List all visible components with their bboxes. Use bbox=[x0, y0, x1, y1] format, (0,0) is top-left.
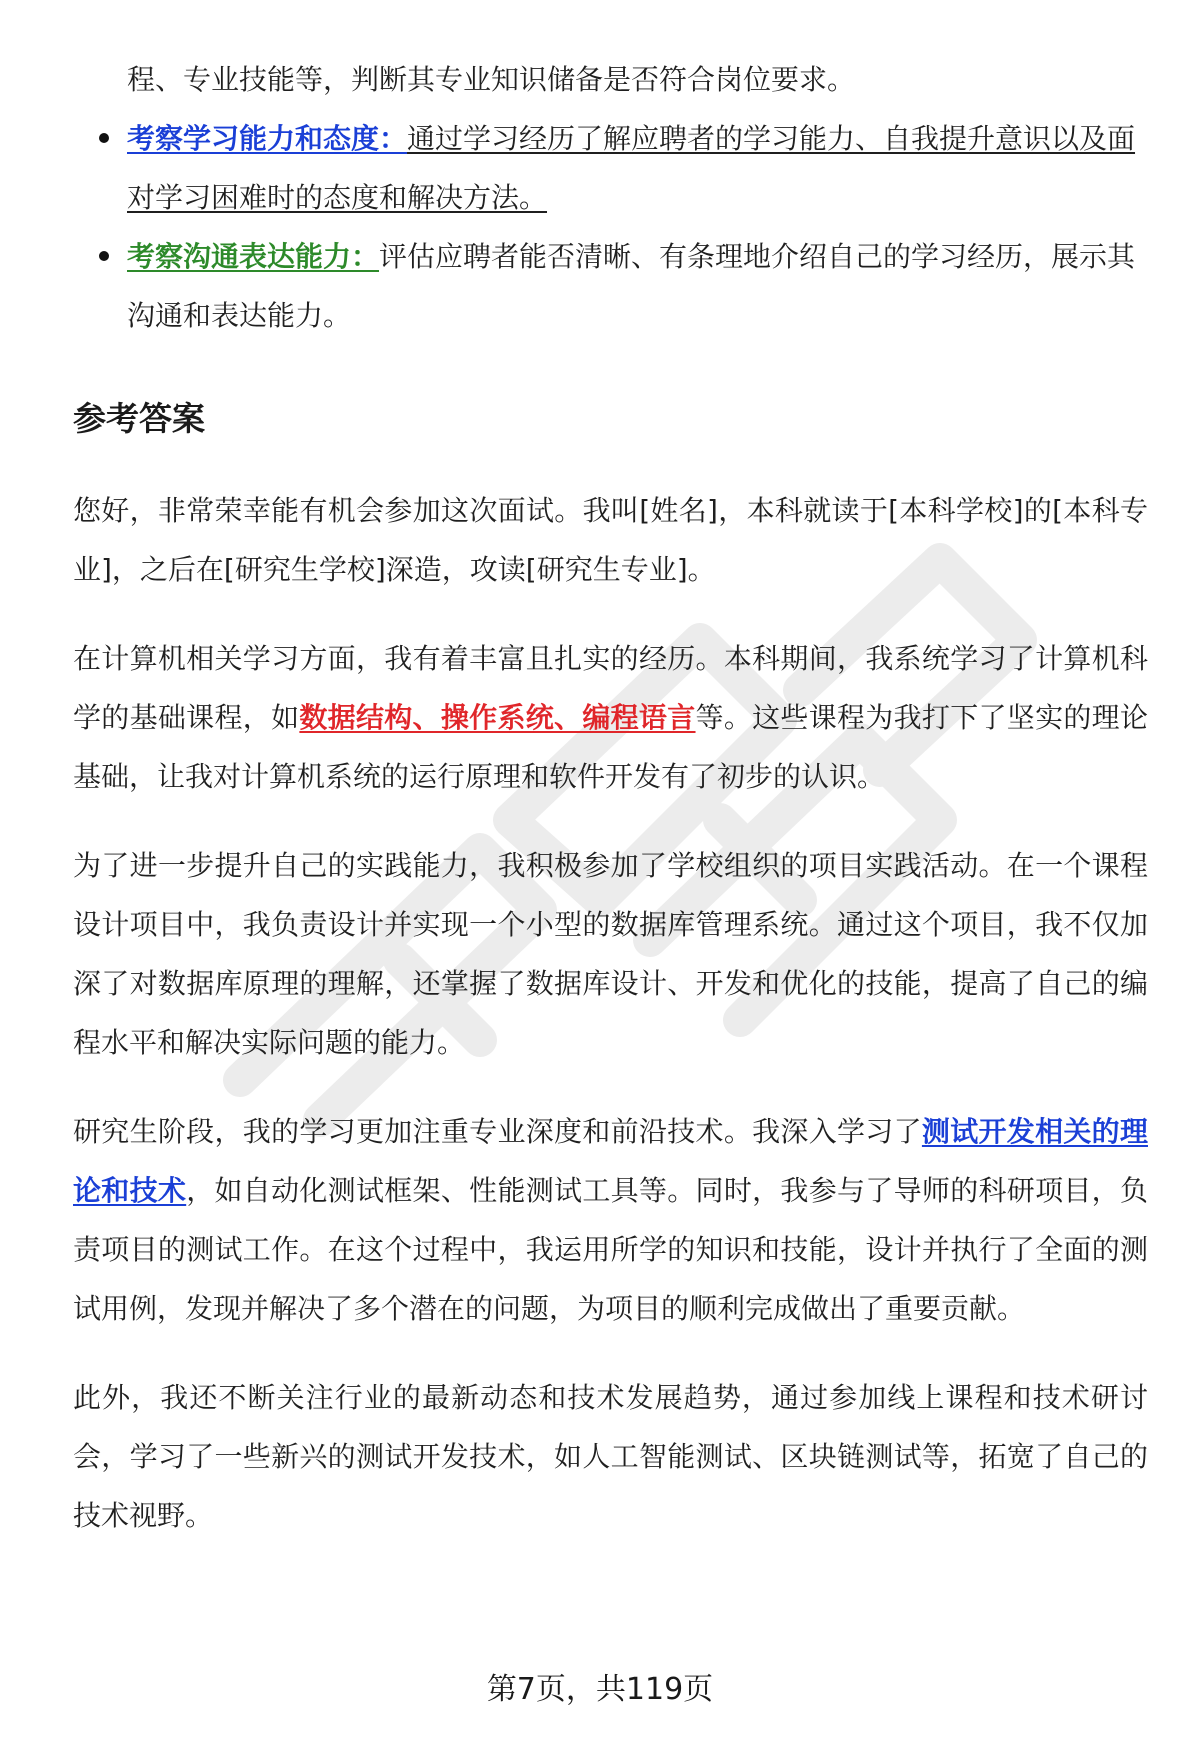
bullet-item-learning-ability bbox=[73, 109, 1148, 227]
paragraph-project-practice: 为了进一步提升自己的实践能力，我积极参加了学校组织的项目实践活动。在一个课程设计项目中，我负责设计并实现一个小型的数据库管理系统。通过这个项目，我不仅加深了对数据库原理的理解，还掌握了数据库设计、开发和优化的技能，提高了自己的编程水平和解决实际问题的能力。 bbox=[73, 849, 1148, 1059]
paragraph-industry-trends: 此外，我还不断关注行业的最新动态和技术发展趋势，通过参加线上课程和技术研讨会，学习了一些新兴的测试开发技术，如人工智能测试、区块链测试等，拓宽了自己的技术视野。 bbox=[73, 1381, 1148, 1532]
paragraph-text-before: 在计算机相关学习方面，我有着丰富且扎实的经历。本科期间，我系统学习了计算机科学的基础课程，如 bbox=[73, 642, 1148, 734]
bullet-dot-icon bbox=[99, 133, 109, 143]
paragraph-graduate-study bbox=[73, 1102, 1148, 1338]
bullet-dot-icon bbox=[99, 251, 109, 261]
section-heading-reference-answer: 参考答案 bbox=[73, 399, 205, 438]
page-number-footer: 第7页，共119页 bbox=[486, 1672, 714, 1707]
bullet-text-communication: 评估应聘者能否清晰、有条理地介绍自己的学习经历，展示其沟通和表达能力。 bbox=[127, 240, 1136, 332]
bullet-keyword-learning: 考察学习能力和态度： bbox=[127, 122, 408, 155]
highlight-testing-theory: 测试开发相关的理论和技术 bbox=[73, 1115, 1148, 1207]
bullet-keyword-communication: 考察沟通表达能力： bbox=[127, 240, 380, 273]
bullet-item-communication bbox=[73, 227, 1148, 345]
bullet-text-learning: 通过学习经历了解应聘者的学习能力、自我提升意识以及面对学习困难时的态度和解决方法。 bbox=[127, 122, 1136, 214]
document-content bbox=[73, 50, 1148, 1545]
paragraph-undergrad-courses bbox=[73, 629, 1148, 806]
highlight-core-courses: 数据结构、操作系统、编程语言 bbox=[299, 701, 696, 734]
bullet-continuation-text: 程、专业技能等，判断其专业知识储备是否符合岗位要求。 bbox=[127, 63, 856, 96]
paragraph-introduction: 您好，非常荣幸能有机会参加这次面试。我叫[姓名]，本科就读于[本科学校]的[本科专业]，之后在[研究生学校]深造，攻读[研究生专业]。 bbox=[73, 494, 1148, 586]
paragraph-text-before: 研究生阶段，我的学习更加注重专业深度和前沿技术。我深入学习了 bbox=[73, 1115, 922, 1148]
paragraph-text-after: ，如自动化测试框架、性能测试工具等。同时，我参与了导师的科研项目，负责项目的测试工作。在这个过程中，我运用所学的知识和技能，设计并执行了全面的测试用例，发现并解决了多个潜在的问题，为项目的顺利完成做出了重要贡献。 bbox=[73, 1174, 1148, 1325]
paragraph-text-after: 等。这些课程为我打下了坚实的理论基础，让我对计算机系统的运行原理和软件开发有了初步的认识。 bbox=[73, 701, 1148, 793]
